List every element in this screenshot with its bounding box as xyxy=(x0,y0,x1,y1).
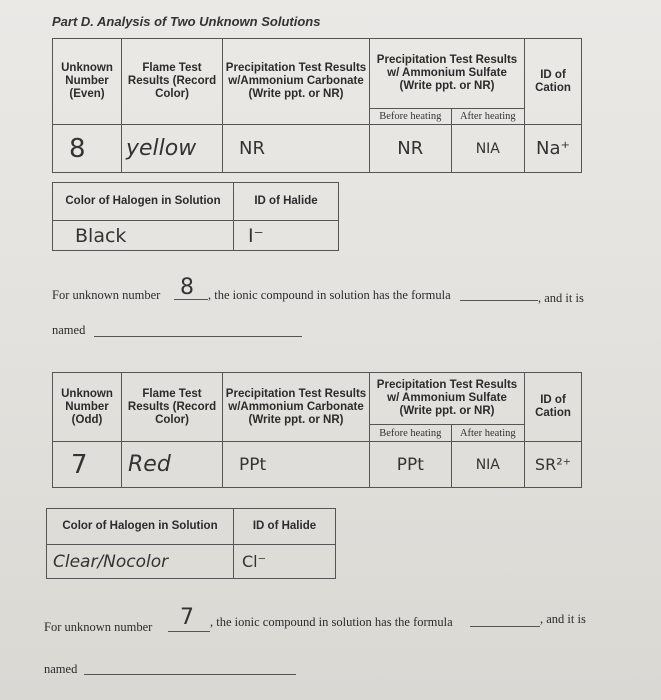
halogen-color-header: Color of Halogen in Solution xyxy=(47,509,234,545)
even-after-heating-value: NIA xyxy=(451,125,524,173)
odd-number-value: 7 xyxy=(53,442,122,488)
even-named-blank[interactable] xyxy=(94,336,302,337)
id-cation-header: ID of Cation xyxy=(525,39,582,125)
even-halide-value: I⁻ xyxy=(234,221,339,251)
odd-formula-prefix: For unknown number xyxy=(44,620,153,634)
odd-formula-suffix: , and it is xyxy=(540,612,586,626)
after-heating-header: After heating xyxy=(451,425,524,442)
unknown-number-header: Unknown Number (Odd) xyxy=(53,373,122,442)
id-halide-header: ID of Halide xyxy=(234,183,339,221)
carbonate-header: Precipitation Test Results w/Ammonium Carbonate (Write ppt. or NR) xyxy=(223,39,370,125)
even-carbonate-value: NR xyxy=(223,125,370,173)
before-heating-header: Before heating xyxy=(370,425,452,442)
even-before-heating-value: NR xyxy=(370,125,452,173)
odd-flame-value: Red xyxy=(122,442,223,488)
odd-halogen-color-value: Clear/Nocolor xyxy=(47,545,234,579)
carbonate-header: Precipitation Test Results w/Ammonium Carbonate (Write ppt. or NR) xyxy=(223,373,370,442)
even-formula-prefix: For unknown number xyxy=(52,288,161,302)
halogen-color-header: Color of Halogen in Solution xyxy=(53,183,234,221)
odd-named-blank[interactable] xyxy=(84,674,296,675)
odd-formula-number: 7 xyxy=(180,605,194,630)
odd-formula-blank[interactable] xyxy=(470,626,540,627)
unknown-number-header: Unknown Number (Even) xyxy=(53,39,122,125)
before-heating-header: Before heating xyxy=(370,109,452,125)
even-formula-number: 8 xyxy=(180,275,194,300)
even-formula-blank[interactable] xyxy=(460,300,538,301)
even-flame-value: yellow xyxy=(122,125,223,173)
odd-named-label: named xyxy=(44,662,78,676)
id-halide-header: ID of Halide xyxy=(234,509,336,545)
even-named-label: named xyxy=(52,323,86,337)
even-results-table xyxy=(52,38,582,173)
sulfate-header: Precipitation Test Results w/ Ammonium Sulfate (Write ppt. or NR) xyxy=(370,373,525,425)
odd-results-table xyxy=(52,372,582,488)
odd-carbonate-value: PPt xyxy=(223,442,370,488)
after-heating-header: After heating xyxy=(451,109,524,125)
odd-halide-table xyxy=(46,508,336,579)
id-cation-header: ID of Cation xyxy=(525,373,582,442)
part-title: Part D. Analysis of Two Unknown Solutions xyxy=(52,14,321,29)
flame-test-header: Flame Test Results (Record Color) xyxy=(122,39,223,125)
odd-formula-middle: , the ionic compound in solution has the formula xyxy=(210,615,453,629)
odd-halide-value: Cl⁻ xyxy=(234,545,336,579)
even-halogen-color-value: Black xyxy=(53,221,234,251)
even-formula-suffix: , and it is xyxy=(538,291,584,305)
even-cation-value: Na⁺ xyxy=(525,125,582,173)
even-formula-middle: , the ionic compound in solution has the formula xyxy=(208,288,451,302)
odd-before-heating-value: PPt xyxy=(370,442,452,488)
odd-number-blank xyxy=(168,631,210,632)
sulfate-header: Precipitation Test Results w/ Ammonium Sulfate (Write ppt. or NR) xyxy=(370,39,525,109)
flame-test-header: Flame Test Results (Record Color) xyxy=(122,373,223,442)
even-halide-table xyxy=(52,182,339,251)
odd-after-heating-value: NIA xyxy=(451,442,524,488)
even-number-value: 8 xyxy=(53,125,122,173)
odd-cation-value: SR²⁺ xyxy=(525,442,582,488)
